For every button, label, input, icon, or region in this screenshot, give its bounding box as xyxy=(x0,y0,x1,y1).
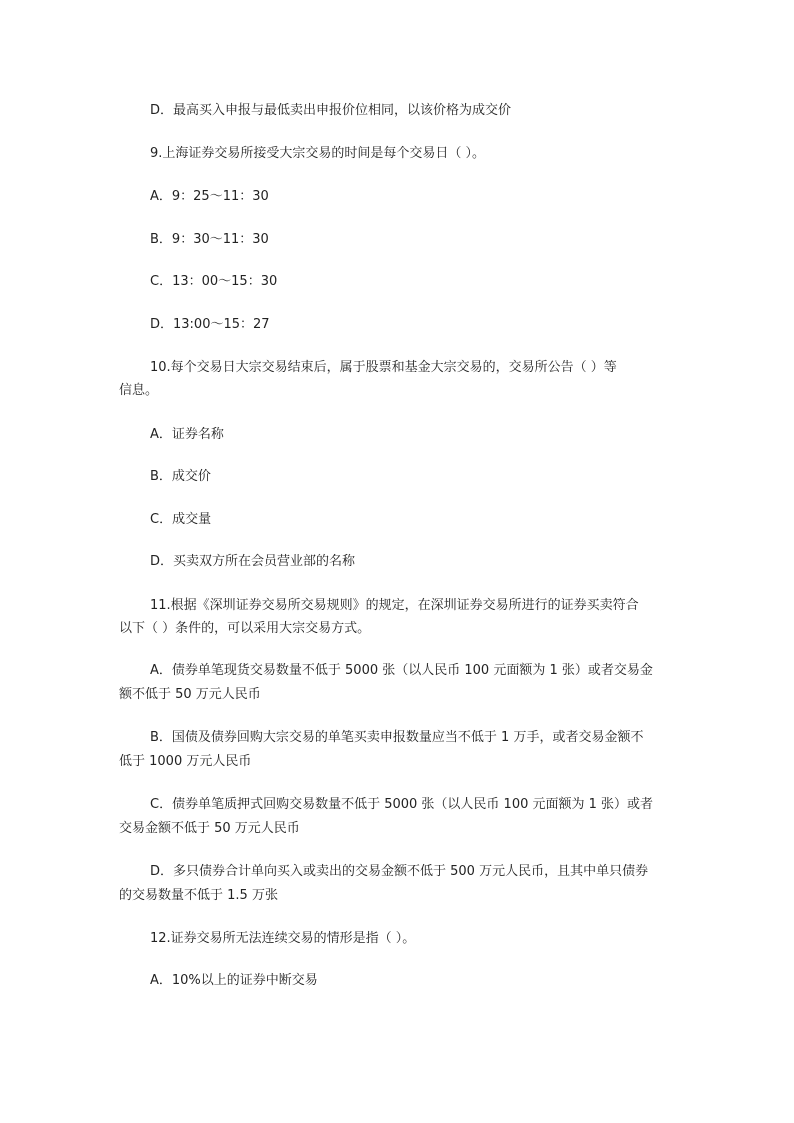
option-11b-cont: 低于 1000 万元人民币 xyxy=(119,754,252,769)
question-12: 12.证券交易所无法连续交易的情形是指（ ）。 xyxy=(150,931,416,946)
option-10c: C．成交量 xyxy=(150,512,212,527)
question-9: 9.上海证券交易所接受大宗交易的时间是每个交易日（ ）。 xyxy=(150,146,486,161)
option-11a: A．债券单笔现货交易数量不低于 5000 张（以人民币 100 元面额为 1 张）或者交易金 xyxy=(150,663,653,678)
option-12a: A．10%以上的证券中断交易 xyxy=(150,973,318,988)
question-10: 10.每个交易日大宗交易结束后，属于股票和基金大宗交易的，交易所公告（ ）等 xyxy=(150,360,617,375)
question-11: 11.根据《深圳证券交易所交易规则》的规定，在深圳证券交易所进行的证券买卖符合 xyxy=(150,598,639,613)
option-9d: D．13:00～15：27 xyxy=(150,317,270,332)
option-10a: A．证券名称 xyxy=(150,427,224,442)
option-9a: A．9：25～11：30 xyxy=(150,189,269,204)
option-11c: C．债券单笔质押式回购交易数量不低于 5000 张（以人民币 100 元面额为 1 张）或者 xyxy=(150,797,654,812)
option-11d: D．多只债券合计单向买入或卖出的交易金额不低于 500 万元人民币，且其中单只债券 xyxy=(150,864,649,879)
option-11a-cont: 额不低于 50 万元人民币 xyxy=(119,687,261,702)
option-11d-cont: 的交易数量不低于 1.5 万张 xyxy=(119,888,278,903)
option-8d: D．最高买入申报与最低卖出申报价位相同，以该价格为成交价 xyxy=(150,103,512,118)
option-11b: B．国债及债券回购大宗交易的单笔买卖申报数量应当不低于 1 万手，或者交易金额不 xyxy=(150,730,644,745)
option-10b: B．成交价 xyxy=(150,469,211,484)
option-9c: C．13：00～15：30 xyxy=(150,274,278,289)
question-10-cont: 信息。 xyxy=(119,383,159,398)
option-11c-cont: 交易金额不低于 50 万元人民币 xyxy=(119,821,300,836)
question-11-cont: 以下（ ）条件的，可以采用大宗交易方式。 xyxy=(119,621,371,636)
option-10d: D．买卖双方所在会员营业部的名称 xyxy=(150,554,356,569)
option-9b: B．9：30～11：30 xyxy=(150,232,269,247)
